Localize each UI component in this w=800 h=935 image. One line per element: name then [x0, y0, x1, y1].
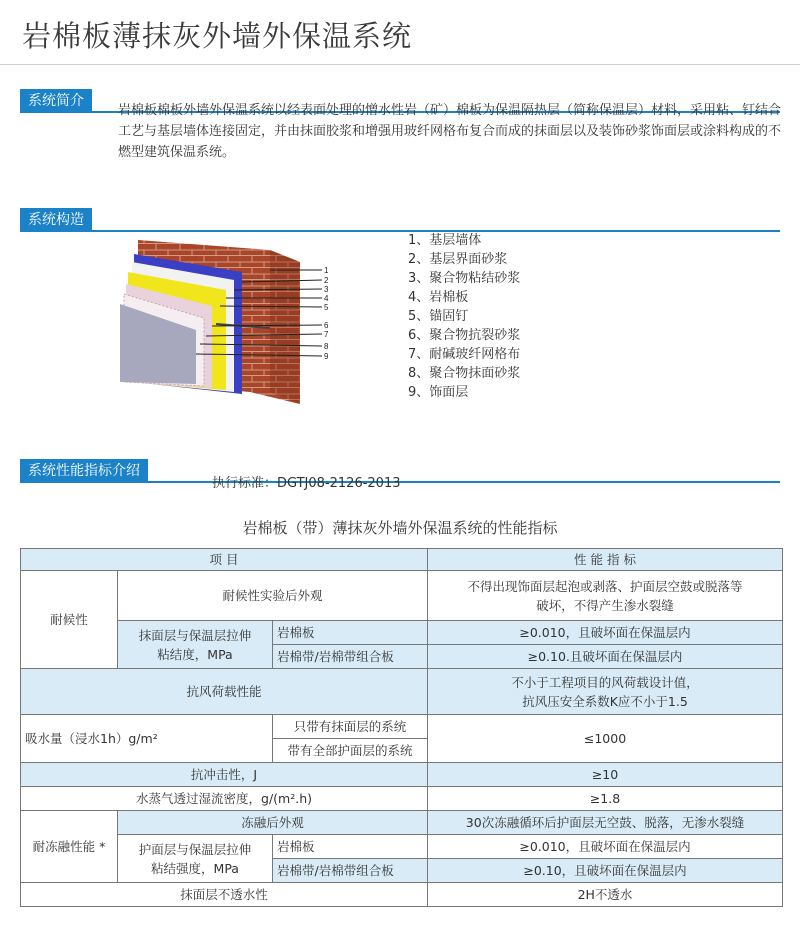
list-item: 1、基层墙体 — [408, 233, 482, 248]
table-row — [21, 571, 783, 621]
callout-4: 4 — [324, 294, 329, 303]
cell-line: 破坏，不得产生渗水裂缝 — [536, 597, 674, 613]
table-cell: 岩棉板 — [273, 835, 428, 859]
table-row — [21, 763, 783, 787]
table-row — [21, 883, 783, 907]
list-item: 2、基层界面砂浆 — [408, 252, 508, 267]
page-title: 岩棉板薄抹灰外墙外保温系统 — [22, 19, 413, 53]
table-title: 岩棉板（带）薄抹灰外墙外保温系统的性能指标 — [242, 519, 558, 537]
list-item: 6、聚合物抗裂砂浆 — [408, 328, 521, 343]
header-spec: 性 能 指 标 — [428, 549, 783, 571]
cell-line: 抹面层与保温层拉伸 — [138, 627, 252, 643]
list-item: 3、聚合物粘结砂浆 — [408, 271, 521, 286]
callout-2: 2 — [324, 276, 329, 285]
section-label: 系统构造 — [20, 208, 92, 232]
table-cell: 抹面层不透水性 — [21, 883, 428, 907]
table-cell: ≥10 — [428, 763, 783, 787]
table-cell: ≥0.10.且破坏面在保温层内 — [428, 645, 783, 669]
section-label: 系统简介 — [20, 89, 92, 113]
section-header-structure — [20, 208, 780, 232]
table-cell: 耐候性 — [21, 571, 118, 669]
table-header-row — [21, 549, 783, 571]
list-item: 8、聚合物抹面砂浆 — [408, 366, 521, 381]
wall-layer-diagram — [120, 232, 340, 404]
table-cell: ≥0.10，且破坏面在保温层内 — [428, 859, 783, 883]
cell-line: 不小于工程项目的风荷载设计值， — [511, 674, 699, 690]
table-cell: 耐冻融性能 * — [21, 811, 118, 883]
list-item: 5、锚固钉 — [408, 309, 469, 324]
list-item: 4、岩棉板 — [408, 290, 469, 305]
callout-7: 7 — [324, 330, 329, 339]
table-row — [21, 621, 783, 645]
table-row — [21, 715, 783, 739]
callout-3: 3 — [324, 285, 329, 294]
table-cell: 2H不透水 — [428, 883, 783, 907]
component-list — [408, 231, 520, 402]
list-item: 7、耐碱玻纤网格布 — [408, 347, 521, 362]
table-row — [21, 811, 783, 835]
table-cell — [428, 571, 783, 621]
cell-line: 护面层与保温层拉伸 — [138, 841, 252, 857]
table-row — [21, 787, 783, 811]
section-label: 系统性能指标介绍 — [20, 459, 148, 483]
table-cell: 抗风荷载性能 — [21, 669, 428, 715]
table-cell: 水蒸气透过湿流密度，g/(m².h) — [21, 787, 428, 811]
standard-reference: 执行标准：DGTJ08-2126-2013 — [212, 476, 401, 491]
cell-line: 粘结强度，MPa — [151, 860, 239, 876]
table-cell: ≥1.8 — [428, 787, 783, 811]
table-cell: ≤1000 — [428, 715, 783, 763]
list-item: 9、饰面层 — [408, 385, 469, 400]
table-cell — [428, 669, 783, 715]
callout-1: 1 — [324, 266, 329, 275]
table-cell: 岩棉板 — [273, 621, 428, 645]
table-cell — [118, 621, 273, 669]
cell-line: 不得出现饰面层起泡或剥落、护面层空鼓或脱落等 — [467, 578, 743, 594]
callout-9: 9 — [324, 352, 329, 361]
table-cell: 冻融后外观 — [118, 811, 428, 835]
callout-6: 6 — [324, 321, 329, 330]
table-cell: 只带有抹面层的系统 — [273, 715, 428, 739]
title-divider — [0, 64, 800, 65]
intro-paragraph: 岩棉板棉板外墙外保温系统以经表面处理的憎水性岩（矿）棉板为保温隔热层（简称保温层）材料，采用粘、钉结合工艺与基层墙体连接固定，并由抹面胶浆和增强用玻纤网格布复合而成的抹面层以及装饰砂浆饰面层或涂料构成的不燃型建筑保温系统。 — [118, 103, 782, 160]
header-item: 项 目 — [21, 549, 428, 571]
table-cell: ≥0.010，且破坏面在保温层内 — [428, 835, 783, 859]
callout-8: 8 — [324, 342, 329, 351]
table-cell: 抗冲击性，J — [21, 763, 428, 787]
table-cell: 岩棉带/岩棉带组合板 — [273, 645, 428, 669]
table-cell: 吸水量（浸水1h）g/m² — [21, 715, 273, 763]
table-cell: ≥0.010，且破坏面在保温层内 — [428, 621, 783, 645]
table-cell: 带有全部护面层的系统 — [273, 739, 428, 763]
table-cell: 耐候性实验后外观 — [118, 571, 428, 621]
table-row — [21, 669, 783, 715]
callout-5: 5 — [324, 303, 329, 312]
table-cell — [118, 835, 273, 883]
performance-table — [20, 548, 783, 907]
table-cell: 30次冻融循环后护面层无空鼓、脱落，无渗水裂缝 — [428, 811, 783, 835]
table-row — [21, 835, 783, 859]
table-cell: 岩棉带/岩棉带组合板 — [273, 859, 428, 883]
cell-line: 粘结度，MPa — [157, 646, 233, 662]
cell-line: 抗风压安全系数K应不小于1.5 — [522, 693, 688, 709]
